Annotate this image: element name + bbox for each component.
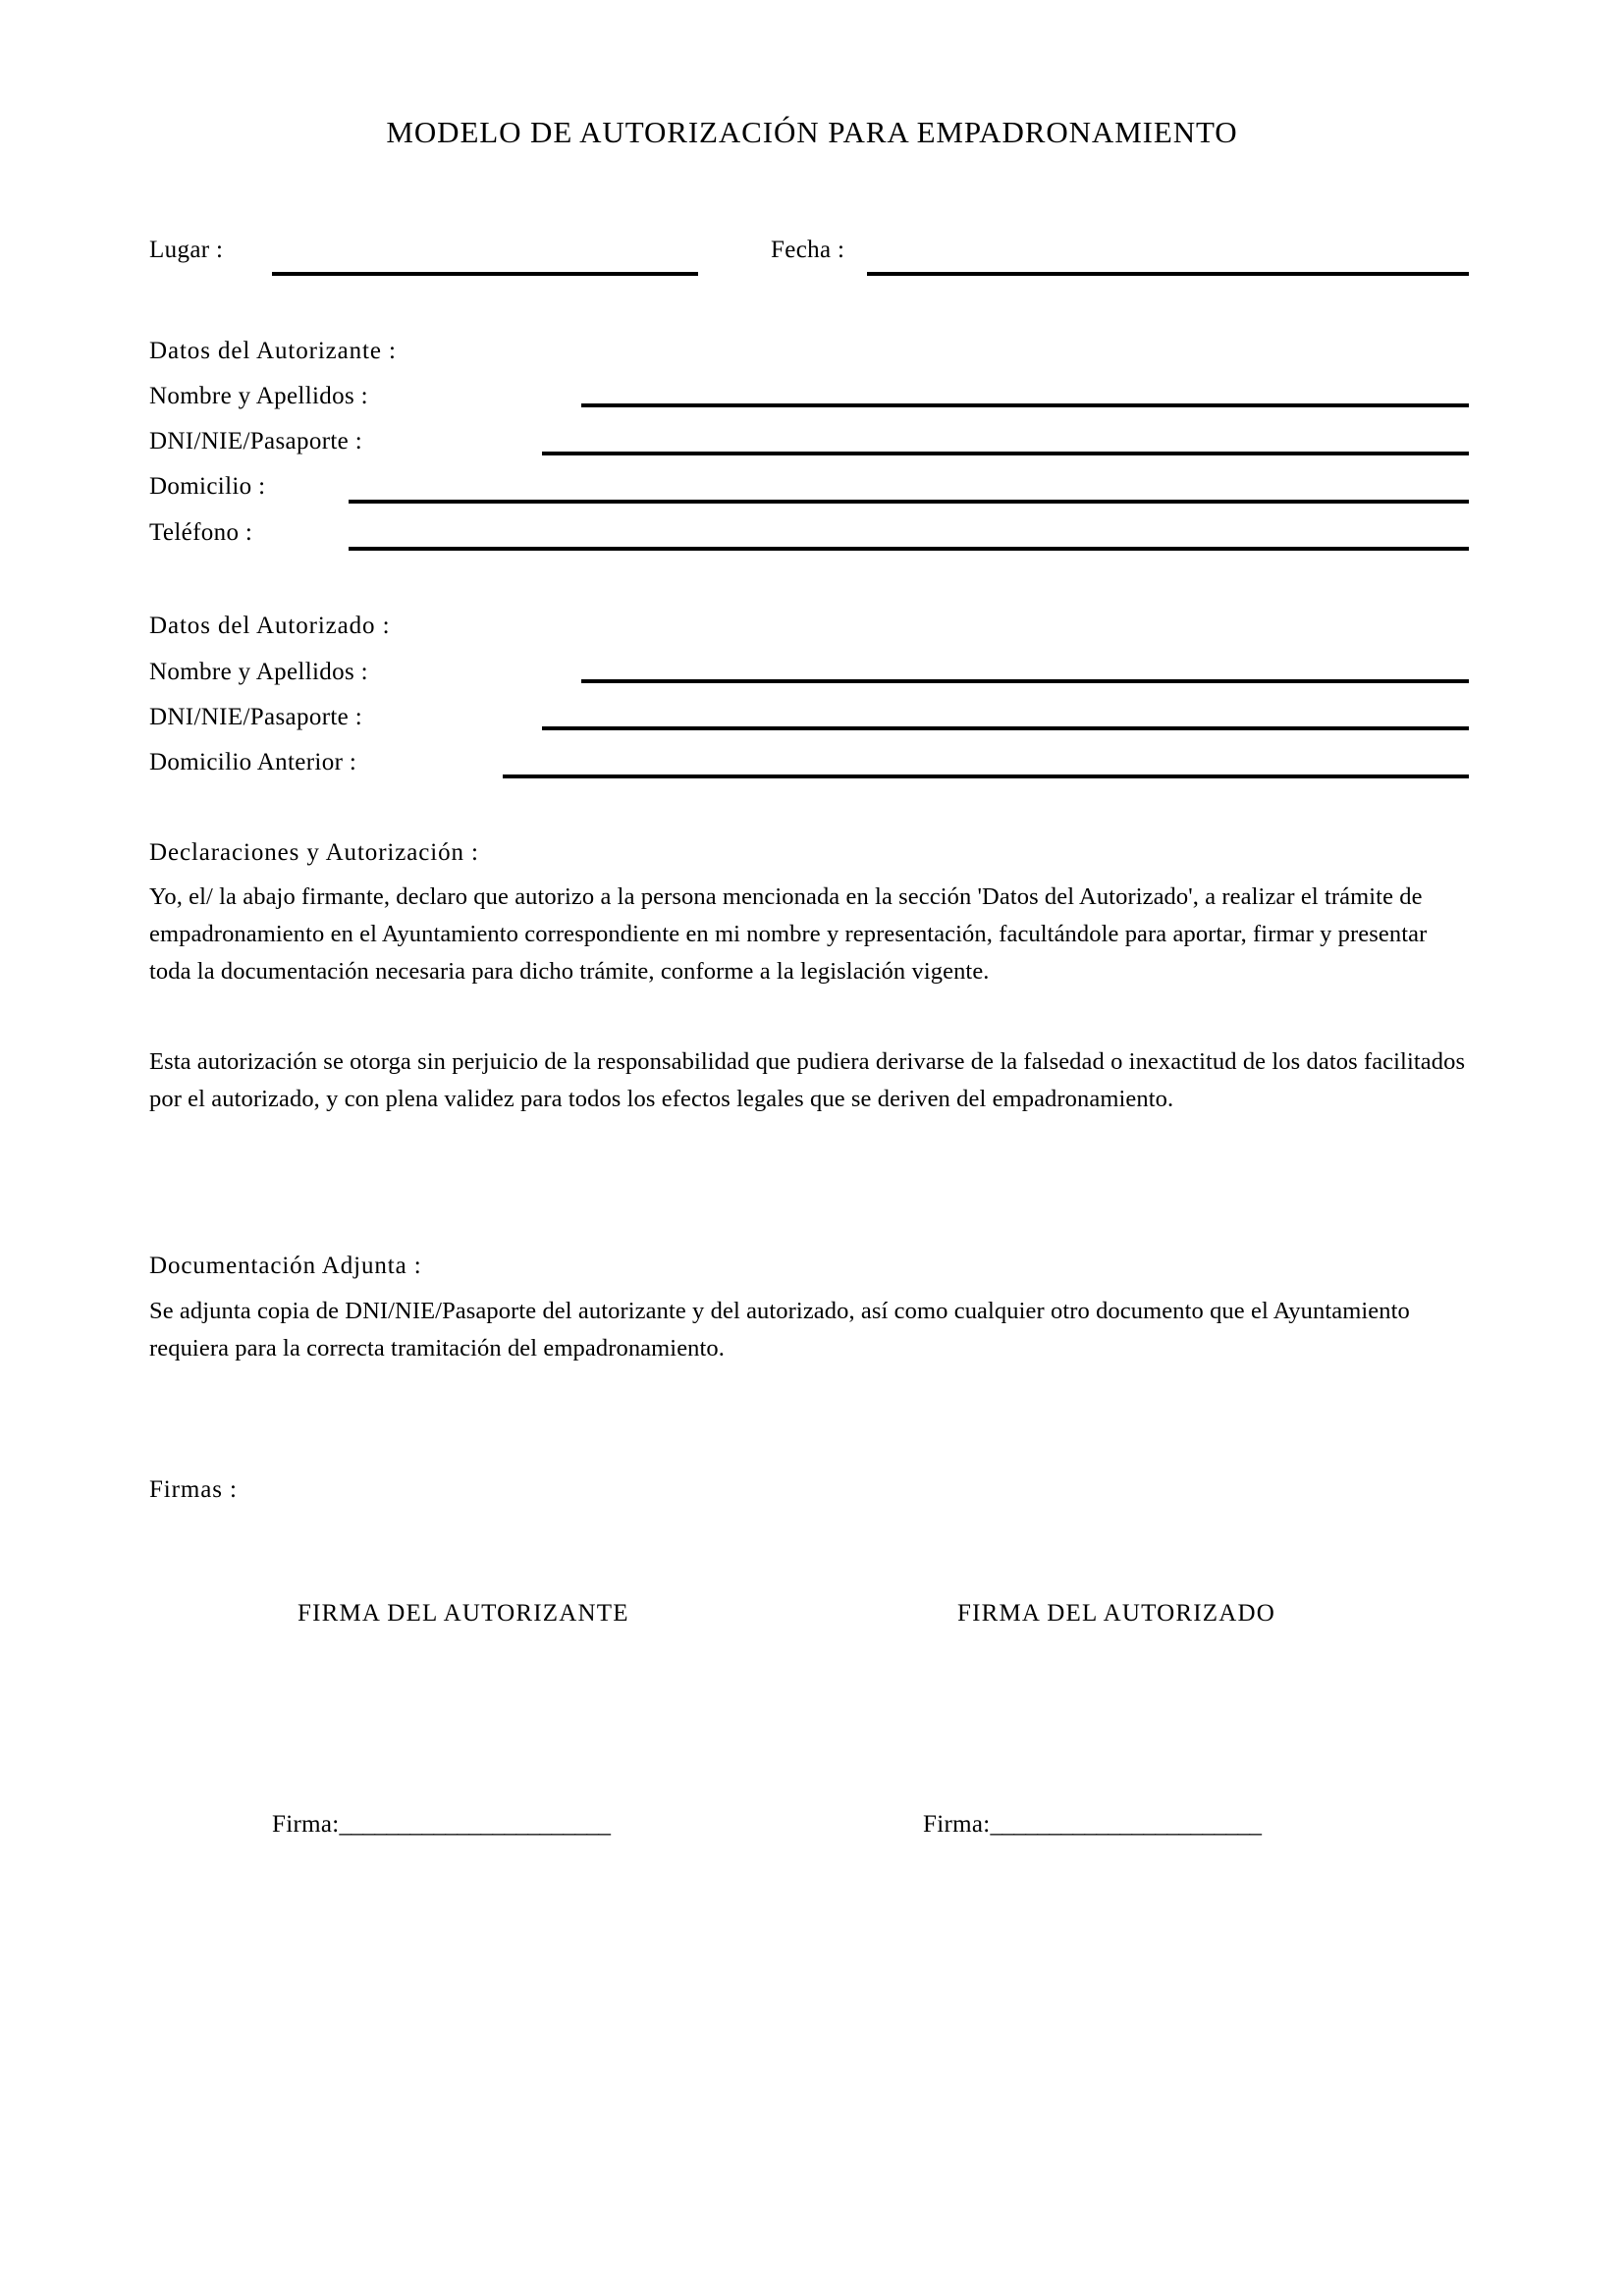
autorizante-dni-label: DNI/NIE/Pasaporte : <box>149 428 363 454</box>
autorizante-dni-rule[interactable] <box>542 452 1469 455</box>
declaraciones-section-label: Declaraciones y Autorización : <box>149 839 479 866</box>
autorizante-telefono-rule[interactable] <box>349 547 1469 551</box>
firma-autorizante-caption: FIRMA DEL AUTORIZANTE <box>298 1600 629 1627</box>
autorizado-domicilio-anterior-label: Domicilio Anterior : <box>149 749 357 775</box>
firma-autorizado-line[interactable] <box>923 1811 1261 1839</box>
fecha-label: Fecha : <box>771 237 845 263</box>
fecha-input-rule[interactable] <box>867 272 1469 276</box>
page-title: MODELO DE AUTORIZACIÓN PARA EMPADRONAMIENTO <box>386 115 1238 149</box>
autorizante-section-label: Datos del Autorizante : <box>149 338 397 364</box>
declaraciones-paragraph-2 <box>149 1043 1470 1118</box>
autorizante-nombre-label: Nombre y Apellidos : <box>149 383 368 409</box>
declaraciones-paragraph-1 <box>149 879 1470 990</box>
autorizado-section-label: Datos del Autorizado : <box>149 613 391 639</box>
autorizante-telefono-label: Teléfono : <box>149 519 253 546</box>
autorizado-nombre-rule[interactable] <box>581 679 1469 683</box>
autorizado-domicilio-anterior-rule[interactable] <box>503 774 1469 778</box>
autorizante-domicilio-label: Domicilio : <box>149 473 266 500</box>
firmas-section-label: Firmas : <box>149 1476 238 1503</box>
autorizado-nombre-label: Nombre y Apellidos : <box>149 659 368 685</box>
autorizado-dni-label: DNI/NIE/Pasaporte : <box>149 704 363 730</box>
lugar-label: Lugar : <box>149 237 224 263</box>
firma-autorizado-blank[interactable]: _______________________ <box>990 1811 1262 1838</box>
autorizante-domicilio-rule[interactable] <box>349 500 1469 504</box>
declaraciones-paragraph-2-text: Esta autorización se otorga sin perjuicio de la responsabilidad que pudiera derivarse de la falsedad o inexactitud de los datos facilitados por el autorizado, y con plena validez para todos los efectos legales que se deriven del empadronamiento. <box>149 1048 1466 1112</box>
documentacion-paragraph-text: Se adjunta copia de DNI/NIE/Pasaporte del autorizante y del autorizado, así como cualquier otro documento que el Ayuntamiento requiera para la correcta tramitación del empadronamiento. <box>149 1298 1410 1362</box>
documentacion-paragraph <box>149 1293 1445 1367</box>
autorizante-nombre-rule[interactable] <box>581 403 1469 407</box>
firma-autorizado-caption: FIRMA DEL AUTORIZADO <box>957 1600 1276 1627</box>
firma-autorizado-label: Firma: <box>923 1811 991 1838</box>
documentacion-section-label: Documentación Adjunta : <box>149 1253 422 1279</box>
lugar-input-rule[interactable] <box>272 272 698 276</box>
firma-autorizante-line[interactable] <box>272 1811 610 1839</box>
firma-autorizante-blank[interactable]: _______________________ <box>339 1811 611 1838</box>
autorizado-dni-rule[interactable] <box>542 726 1469 730</box>
declaraciones-paragraph-1-text: Yo, el/ la abajo firmante, declaro que autorizo a la persona mencionada en la sección 'Datos del Autorizado', a realizar el trámite de empadronamiento en el Ayuntamiento correspondiente en mi nombre y representación, facultándole para aportar, firmar y presentar toda la documentación necesaria para dicho trámite, conforme a la legislación vigente. <box>149 883 1428 985</box>
firma-autorizante-label: Firma: <box>272 1811 340 1838</box>
